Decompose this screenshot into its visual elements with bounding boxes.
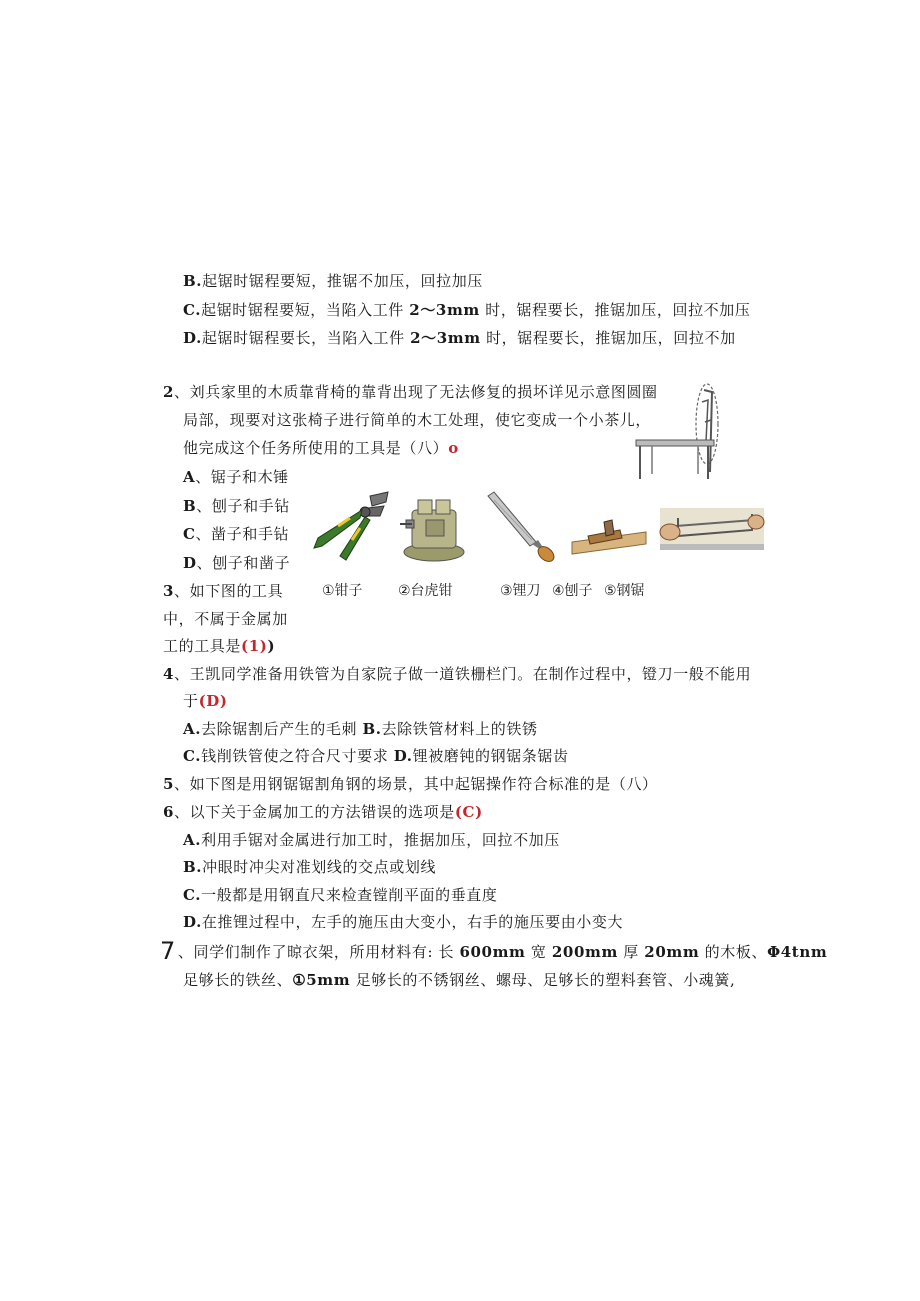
q7-line-1 <box>160 938 827 965</box>
q1-option-b-letter: B. <box>183 272 203 290</box>
q3-text-1: 、如下图的工具 <box>174 582 284 600</box>
tool-caption-5: ⑤钢锯 <box>604 583 645 599</box>
q6-line-1 <box>163 802 483 822</box>
q7-width-label: 宽 <box>525 943 552 961</box>
q1-option-c-text2: 时，锯程要长，推锯加压，回拉不加压 <box>479 301 751 319</box>
q3-line-2 <box>163 609 288 629</box>
q1-option-c-text1: 起锯时锯程要短，当陷入工件 <box>201 301 410 319</box>
q7-circ: ①5mm <box>292 971 351 989</box>
q6-option-d-letter: D. <box>183 913 202 931</box>
pliers-icon <box>310 490 394 562</box>
q6-option-c-letter: C. <box>183 886 202 904</box>
tool-caption-2: ②台虎钳 <box>398 583 453 599</box>
q1-option-c-letter: C. <box>183 301 202 319</box>
q4-option-a-text: 去除锯割后产生的毛刺 <box>201 720 363 738</box>
q6-option-a-text: 利用手锯对金属进行加工时，推据加压，回拉不加压 <box>201 831 560 849</box>
file-icon <box>484 490 560 564</box>
q5-line-1 <box>163 774 658 794</box>
q7-thick: 20mm <box>644 943 700 961</box>
q4-options-cd <box>183 746 569 766</box>
q2-line-1 <box>163 382 658 402</box>
q7-thick-label: 厚 <box>617 943 645 961</box>
q6-option-b-letter: B. <box>183 858 203 876</box>
q2-text-3: 他完成这个任务所使用的工具是（八） <box>183 439 449 457</box>
q1-option-b-text: 起锯时锯程要短，推锯不加压，回拉加压 <box>202 272 483 290</box>
q2-option-d-letter: D <box>183 554 197 572</box>
q4-option-d-text: 锂被磨钝的钢锯条锯齿 <box>412 747 569 765</box>
q2-option-c <box>183 524 289 544</box>
q6-number: 6 <box>163 803 175 821</box>
q7-number: 7 <box>160 937 176 965</box>
q2-number: 2 <box>163 383 175 401</box>
q2-text-1: 、刘兵家里的木质靠背椅的靠背出现了无法修复的损坏详见示意图圆圈 <box>174 383 658 401</box>
q1-option-c <box>183 300 750 320</box>
q4-line-2 <box>183 691 228 711</box>
q2-line-3-mark: o <box>448 439 459 457</box>
q6-option-c-text: 一般都是用钢直尺来检查镗削平面的垂直度 <box>201 886 498 904</box>
q1-option-d-text1: 起锯时锯程要长，当陷入工件 <box>201 329 411 347</box>
q4-option-b-text: 去除铁管材料上的铁锈 <box>381 720 538 738</box>
q1-option-d-text2: 时，锯程要长，推锯加压，回拉不加 <box>480 329 736 347</box>
q2-option-a-text: 、锯子和木锤 <box>195 468 289 486</box>
q3-text-3: 工的工具是 <box>163 637 242 655</box>
q6-option-a-letter: A. <box>183 831 202 849</box>
q4-option-b-letter: B. <box>362 720 382 738</box>
q6-text-1: 、以下关于金属加工的方法错误的选项是 <box>174 803 455 821</box>
tool-caption-3: ③锂刀 <box>500 583 541 599</box>
q1-option-c-depth: 2～3mm <box>409 301 480 319</box>
q3-line-1 <box>163 581 283 601</box>
q4-option-c-text: 钱削铁管使之符合尺寸要求 <box>201 747 394 765</box>
q3-text-2: 中，不属于金属加 <box>163 610 288 628</box>
q1-option-d <box>183 328 736 348</box>
q4-text-2: 于 <box>183 692 199 710</box>
q4-text-1: 、王凯同学准备用铁管为自家院子做一道铁栅栏门。在制作过程中，镫刀一般不能用 <box>174 665 752 683</box>
q7-width: 200mm <box>551 943 618 961</box>
q7-text-1b: 的木板、 <box>699 943 768 961</box>
q6-option-b-text: 冲眼时冲尖对准划线的交点或划线 <box>202 858 437 876</box>
q6-option-c <box>183 885 498 905</box>
chair-icon <box>632 382 722 482</box>
q4-answer: (D) <box>198 692 228 710</box>
q3-line-3 <box>163 636 275 656</box>
q5-number: 5 <box>163 775 175 793</box>
q2-option-b-letter: B <box>183 497 197 515</box>
q6-option-d-text: 在推锂过程中，左手的施压由大变小，右手的施压要由小变大 <box>201 913 624 931</box>
q4-option-c-letter: C. <box>183 747 202 765</box>
tool-caption-1: ①钳子 <box>322 583 363 599</box>
q4-option-a-letter: A. <box>183 720 202 738</box>
q7-line-2 <box>183 970 735 990</box>
q2-option-b <box>183 496 290 516</box>
bench-vise-icon <box>398 490 470 564</box>
q6-option-b <box>183 857 436 877</box>
q7-phi: Φ4tnm <box>767 943 828 961</box>
q7-length: 600mm <box>459 943 526 961</box>
q1-option-b <box>183 271 483 291</box>
q7-text-1a: 、同学们制作了晾衣架，所用材料有: 长 <box>177 943 460 961</box>
q4-line-1 <box>163 664 751 684</box>
q7-text-2b: 足够长的不锈钢丝、螺母、足够长的塑料套管、小魂簧, <box>350 971 736 989</box>
q1-option-d-depth: 2～3mm <box>410 329 481 347</box>
q1-option-d-letter: D. <box>183 329 202 347</box>
plane-icon <box>568 508 650 562</box>
q2-option-d-text: 、刨子和凿子 <box>196 554 291 572</box>
tool-caption-4: ④刨子 <box>552 583 593 599</box>
q6-answer: (C) <box>454 803 483 821</box>
q4-number: 4 <box>163 665 175 683</box>
q6-option-a <box>183 830 560 850</box>
q2-line-2 <box>183 410 651 430</box>
q6-option-d <box>183 912 623 932</box>
q2-option-c-text: 、凿子和手钻 <box>195 525 290 543</box>
q2-option-d <box>183 553 290 573</box>
q3-line-3-end: ) <box>267 637 276 655</box>
q2-text-2: 局部，现要对这张椅子进行简单的木工处理，使它变成一个小茶儿， <box>183 411 652 429</box>
q3-answer: (1) <box>241 637 268 655</box>
q4-option-d-letter: D. <box>393 747 413 765</box>
hacksaw-icon <box>656 500 768 564</box>
q2-option-c-letter: C <box>183 525 196 543</box>
q2-line-3 <box>183 438 459 458</box>
q5-text-1: 、如下图是用钢锯锯割角钢的场景，其中起锯操作符合标准的是（八） <box>174 775 658 793</box>
q7-text-2a: 足够长的铁丝、 <box>183 971 293 989</box>
q2-option-a <box>183 467 289 487</box>
q2-option-a-letter: A <box>183 468 196 486</box>
q3-number: 3 <box>163 582 175 600</box>
q4-options-ab <box>183 719 538 739</box>
q2-option-b-text: 、刨子和手钻 <box>196 497 290 515</box>
